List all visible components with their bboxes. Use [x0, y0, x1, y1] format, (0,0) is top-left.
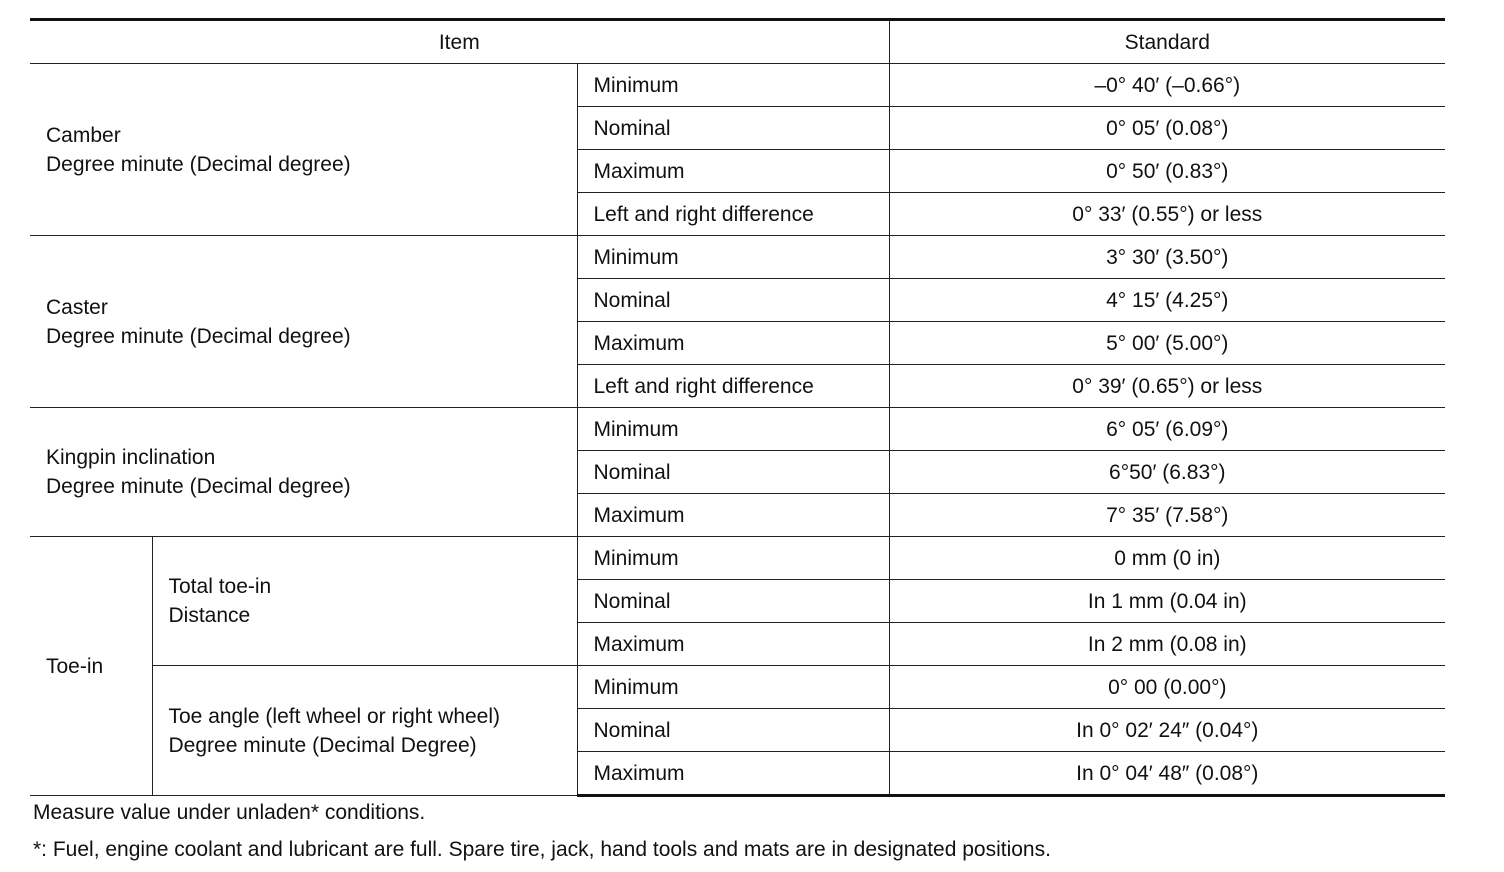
value-cell: 0° 50′ (0.83°) — [889, 150, 1445, 193]
table-row — [30, 666, 1445, 709]
param-cell: Nominal — [577, 107, 889, 150]
value-cell: In 2 mm (0.08 in) — [889, 623, 1445, 666]
param-cell: Left and right difference — [577, 365, 889, 408]
value-cell: 0° 00 (0.00°) — [889, 666, 1445, 709]
param-cell: Maximum — [577, 494, 889, 537]
value-cell: 0° 39′ (0.65°) or less — [889, 365, 1445, 408]
footnote-conditions: *: Fuel, engine coolant and lubricant are full. Spare tire, jack, hand tools and mats are in designated positions. — [33, 838, 1051, 861]
value-cell: 6° 05′ (6.09°) — [889, 408, 1445, 451]
header-row — [30, 20, 1445, 64]
kingpin-label-cell — [30, 408, 577, 537]
toe-in-label: Toe-in — [30, 537, 152, 796]
toe-angle-label-cell — [152, 666, 577, 796]
value-cell: In 0° 02′ 24″ (0.04°) — [889, 709, 1445, 752]
camber-label-cell — [30, 64, 577, 236]
caster-label: Caster — [46, 295, 108, 319]
footnote-unladen: Measure value under unladen* conditions. — [33, 801, 426, 824]
param-cell: Nominal — [577, 580, 889, 623]
param-cell: Nominal — [577, 451, 889, 494]
camber-unit: Degree minute (Decimal degree) — [46, 152, 351, 176]
value-cell: In 0° 04′ 48″ (0.08°) — [889, 752, 1445, 796]
value-cell: 6°50′ (6.83°) — [889, 451, 1445, 494]
value-cell: 4° 15′ (4.25°) — [889, 279, 1445, 322]
param-cell: Minimum — [577, 666, 889, 709]
caster-label-cell — [30, 236, 577, 408]
header-item: Item — [30, 20, 889, 64]
table-row — [30, 537, 1445, 580]
param-cell: Minimum — [577, 236, 889, 279]
kingpin-unit: Degree minute (Decimal degree) — [46, 475, 351, 498]
param-cell: Minimum — [577, 64, 889, 107]
param-cell: Minimum — [577, 408, 889, 451]
param-cell: Maximum — [577, 752, 889, 796]
table-row — [30, 236, 1445, 279]
param-cell: Maximum — [577, 322, 889, 365]
value-cell: 0° 05′ (0.08°) — [889, 107, 1445, 150]
value-cell: In 1 mm (0.04 in) — [889, 580, 1445, 623]
total-toe-in-unit: Distance — [168, 604, 251, 627]
total-toe-in-label: Total toe-in — [168, 575, 272, 598]
param-cell: Left and right difference — [577, 193, 889, 236]
header-standard: Standard — [889, 20, 1445, 64]
kingpin-label: Kingpin inclination — [46, 446, 216, 469]
value-cell: 0° 33′ (0.55°) or less — [889, 193, 1445, 236]
param-cell: Nominal — [577, 279, 889, 322]
value-cell: 5° 00′ (5.00°) — [889, 322, 1445, 365]
value-cell: 7° 35′ (7.58°) — [889, 494, 1445, 537]
toe-angle-unit: Degree minute (Decimal Degree) — [168, 733, 477, 757]
value-cell: 0 mm (0 in) — [889, 537, 1445, 580]
wheel-alignment-spec-table — [30, 18, 1445, 797]
table-row — [30, 64, 1445, 107]
toe-angle-label: Toe angle (left wheel or right wheel) — [168, 704, 501, 728]
camber-label: Camber — [46, 123, 121, 147]
value-cell: 3° 30′ (3.50°) — [889, 236, 1445, 279]
param-cell: Minimum — [577, 537, 889, 580]
param-cell: Nominal — [577, 709, 889, 752]
total-toe-in-label-cell — [152, 537, 577, 666]
value-cell: –0° 40′ (–0.66°) — [889, 64, 1445, 107]
table-row — [30, 408, 1445, 451]
caster-unit: Degree minute (Decimal degree) — [46, 324, 351, 348]
param-cell: Maximum — [577, 150, 889, 193]
param-cell: Maximum — [577, 623, 889, 666]
